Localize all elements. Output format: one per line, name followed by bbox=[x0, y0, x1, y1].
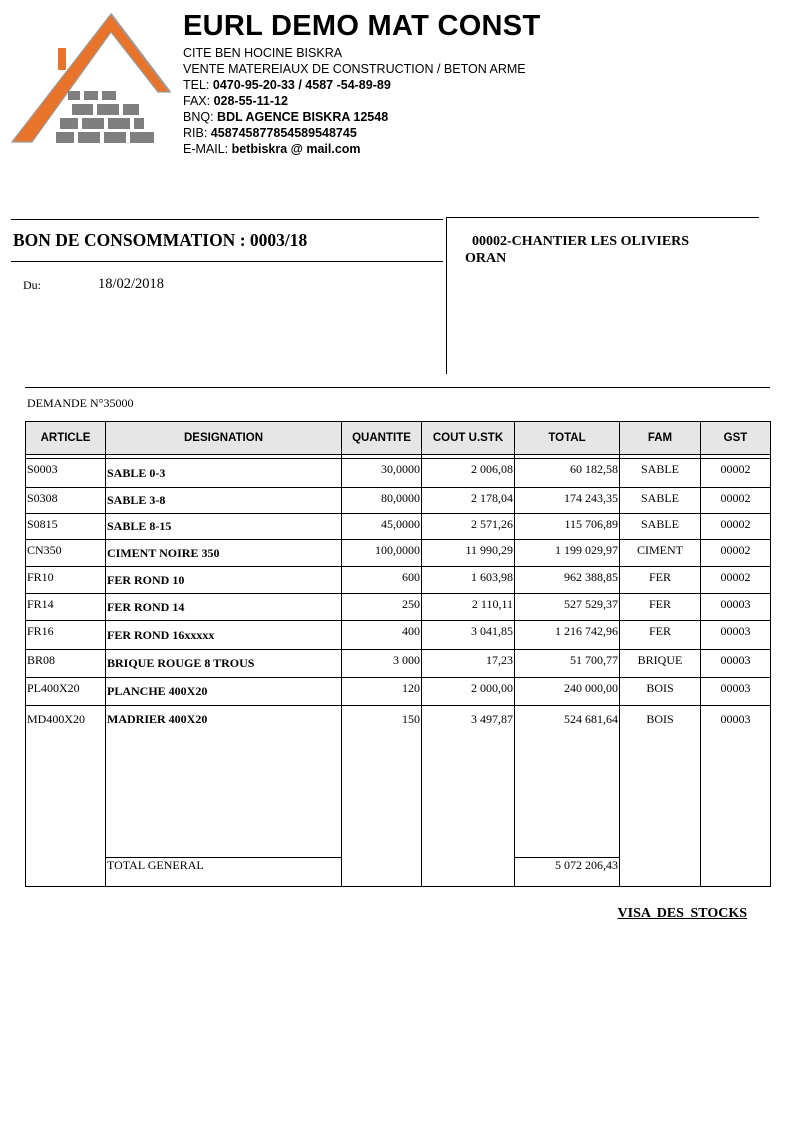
company-rib bbox=[183, 125, 357, 141]
cell-gst: 00002 bbox=[701, 540, 771, 567]
cell-designation: FER ROND 14 bbox=[106, 594, 342, 621]
cell-cout: 2 178,04 bbox=[422, 488, 515, 514]
cell-cout: 11 990,29 bbox=[422, 540, 515, 567]
bnq-label: BNQ: bbox=[183, 110, 218, 124]
col-designation: DESIGNATION bbox=[106, 422, 342, 455]
col-fam: FAM bbox=[620, 422, 701, 455]
table-row bbox=[26, 459, 771, 488]
table-row bbox=[26, 514, 771, 540]
cell-total: 60 182,58 bbox=[515, 459, 620, 488]
cell-article: FR14 bbox=[26, 594, 106, 621]
cell-gst: 00003 bbox=[701, 706, 771, 858]
divider bbox=[447, 217, 759, 218]
col-article: ARTICLE bbox=[26, 422, 106, 455]
total-value: 5 072 206,43 bbox=[515, 858, 620, 887]
cell-quantite: 45,0000 bbox=[342, 514, 422, 540]
cell-designation: SABLE 0-3 bbox=[106, 459, 342, 488]
divider bbox=[11, 261, 443, 262]
cell-quantite: 600 bbox=[342, 567, 422, 594]
email-value: betbiskra @ mail.com bbox=[231, 142, 361, 156]
cell-fam: SABLE bbox=[620, 459, 701, 488]
total-row bbox=[26, 858, 771, 887]
cell-fam: FER bbox=[620, 621, 701, 650]
cell-total: 240 000,00 bbox=[515, 678, 620, 706]
company-name: EURL DEMO MAT CONST bbox=[183, 10, 541, 42]
cell-fam: FER bbox=[620, 567, 701, 594]
col-cout: COUT U.STK bbox=[422, 422, 515, 455]
cell-gst: 00002 bbox=[701, 459, 771, 488]
email-label: E-MAIL: bbox=[183, 142, 232, 156]
cell-cout: 3 041,85 bbox=[422, 621, 515, 650]
cell-fam: CIMENT bbox=[620, 540, 701, 567]
cell-quantite: 250 bbox=[342, 594, 422, 621]
table-row bbox=[26, 706, 771, 858]
cell-designation: SABLE 3-8 bbox=[106, 488, 342, 514]
cell-article: PL400X20 bbox=[26, 678, 106, 706]
cell-total: 1 199 029,97 bbox=[515, 540, 620, 567]
tel-value: 0470-95-20-33 / 4587 -54-89-89 bbox=[212, 78, 391, 92]
cell-quantite: 3 000 bbox=[342, 650, 422, 678]
cell-cout: 2 000,00 bbox=[422, 678, 515, 706]
bnq-value: BDL AGENCE BISKRA 12548 bbox=[217, 110, 389, 124]
items-table bbox=[25, 421, 771, 887]
cell-total: 115 706,89 bbox=[515, 514, 620, 540]
cell-gst: 00002 bbox=[701, 514, 771, 540]
document-title: BON DE CONSOMMATION : 0003/18 bbox=[13, 230, 308, 250]
cell-quantite: 30,0000 bbox=[342, 459, 422, 488]
table-header bbox=[26, 422, 771, 455]
cell-article: S0003 bbox=[26, 459, 106, 488]
cell-fam: SABLE bbox=[620, 514, 701, 540]
cell-cout: 17,23 bbox=[422, 650, 515, 678]
table-row bbox=[26, 540, 771, 567]
cell-gst: 00003 bbox=[701, 621, 771, 650]
cell-gst: 00003 bbox=[701, 650, 771, 678]
fax-label: FAX: bbox=[183, 94, 214, 108]
col-total: TOTAL bbox=[515, 422, 620, 455]
table-row bbox=[26, 594, 771, 621]
cell-article: S0308 bbox=[26, 488, 106, 514]
col-gst: GST bbox=[701, 422, 771, 455]
cell-article: CN350 bbox=[26, 540, 106, 567]
cell-total: 174 243,35 bbox=[515, 488, 620, 514]
date-label: Du: bbox=[23, 278, 41, 292]
cell-cout: 2 571,26 bbox=[422, 514, 515, 540]
cell-total: 1 216 742,96 bbox=[515, 621, 620, 650]
house-brick-logo-icon bbox=[10, 10, 175, 145]
cell-designation: BRIQUE ROUGE 8 TROUS bbox=[106, 650, 342, 678]
cell-designation: FER ROND 16xxxxx bbox=[106, 621, 342, 650]
company-fax bbox=[183, 93, 288, 109]
company-activity: VENTE MATEREIAUX DE CONSTRUCTION / BETON ARME bbox=[183, 62, 526, 76]
visa-stocks: VISA DES STOCKS bbox=[617, 906, 747, 921]
cell-fam: BRIQUE bbox=[620, 650, 701, 678]
cell-designation: PLANCHE 400X20 bbox=[106, 678, 342, 706]
demande-number: DEMANDE N°35000 bbox=[27, 396, 134, 410]
cell-gst: 00002 bbox=[701, 567, 771, 594]
cell-gst: 00002 bbox=[701, 488, 771, 514]
cell-cout: 2 110,11 bbox=[422, 594, 515, 621]
tel-label: TEL: bbox=[183, 78, 213, 92]
cell-article: BR08 bbox=[26, 650, 106, 678]
cell-total: 51 700,77 bbox=[515, 650, 620, 678]
cell-cout: 1 603,98 bbox=[422, 567, 515, 594]
company-bank bbox=[183, 109, 388, 125]
company-tel bbox=[183, 77, 391, 93]
table-row bbox=[26, 488, 771, 514]
cell-cout: 3 497,87 bbox=[422, 706, 515, 858]
cell-article: S0815 bbox=[26, 514, 106, 540]
divider bbox=[446, 217, 447, 374]
cell-quantite: 120 bbox=[342, 678, 422, 706]
cell-total: 962 388,85 bbox=[515, 567, 620, 594]
cell-designation: SABLE 8-15 bbox=[106, 514, 342, 540]
cell-fam: SABLE bbox=[620, 488, 701, 514]
cell-quantite: 150 bbox=[342, 706, 422, 858]
cell-fam: BOIS bbox=[620, 678, 701, 706]
cell-article: FR16 bbox=[26, 621, 106, 650]
table-row bbox=[26, 621, 771, 650]
site-name: 00002-CHANTIER LES OLIVIERS bbox=[472, 234, 690, 249]
rib-value: 4587458778545895487​45 bbox=[210, 126, 357, 140]
date-value: 18/02/2018 bbox=[98, 276, 165, 292]
rib-label: RIB: bbox=[183, 126, 211, 140]
divider bbox=[25, 387, 770, 388]
site-block bbox=[465, 233, 745, 267]
cell-fam: BOIS bbox=[620, 706, 701, 858]
cell-quantite: 400 bbox=[342, 621, 422, 650]
cell-designation: CIMENT NOIRE 350 bbox=[106, 540, 342, 567]
cell-fam: FER bbox=[620, 594, 701, 621]
cell-total: 524 681,64 bbox=[515, 706, 620, 858]
table-row bbox=[26, 567, 771, 594]
table-row bbox=[26, 678, 771, 706]
cell-total: 527 529,37 bbox=[515, 594, 620, 621]
col-quantite: QUANTITE bbox=[342, 422, 422, 455]
cell-quantite: 100,0000 bbox=[342, 540, 422, 567]
site-city: ORAN bbox=[465, 251, 507, 266]
cell-article: MD400X20 bbox=[26, 706, 106, 858]
cell-cout: 2 006,08 bbox=[422, 459, 515, 488]
table-row bbox=[26, 650, 771, 678]
company-address: CITE BEN HOCINE BISKRA bbox=[183, 46, 343, 60]
divider bbox=[11, 219, 443, 220]
cell-gst: 00003 bbox=[701, 678, 771, 706]
cell-designation: MADRIER 400X20 bbox=[106, 706, 342, 858]
fax-value: 028-55-11-12 bbox=[213, 94, 288, 108]
company-email bbox=[183, 141, 361, 157]
cell-gst: 00003 bbox=[701, 594, 771, 621]
total-label: TOTAL GENERAL bbox=[106, 858, 342, 887]
cell-quantite: 80,0000 bbox=[342, 488, 422, 514]
cell-designation: FER ROND 10 bbox=[106, 567, 342, 594]
cell-article: FR10 bbox=[26, 567, 106, 594]
